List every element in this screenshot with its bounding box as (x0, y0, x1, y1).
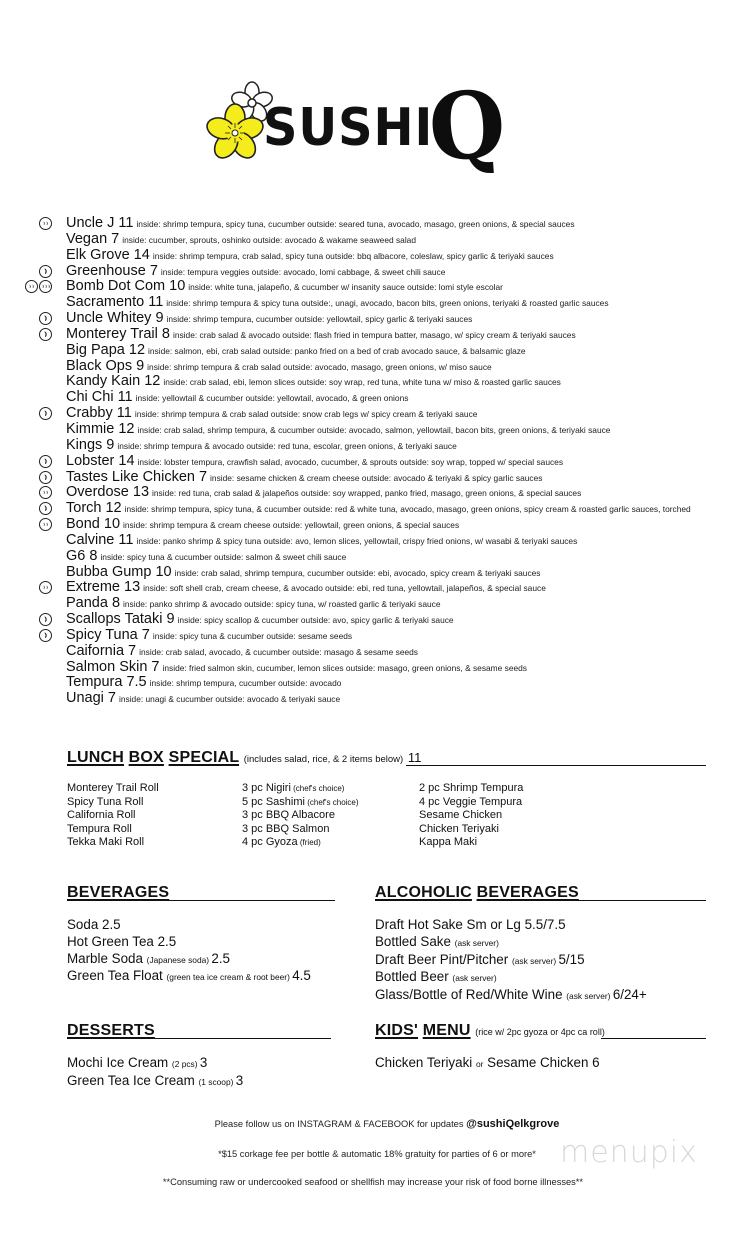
dessert-item: Mochi Ice Cream (2 pcs) 3 (67, 1055, 208, 1070)
roll-description: inside: shrimp tempura, spicy tuna, & cucumber outside: red & white tuna, avocado, masago, green onions, spicy cream & roasted garlic sauces, torched (124, 504, 691, 515)
roll-item-3 (0, 264, 750, 280)
divider (601, 1038, 706, 1039)
lunch-box-heading: LUNCH BOX SPECIAL (includes salad, rice, & 2 items below) 11 (67, 749, 422, 766)
roll-item-11 (0, 390, 750, 406)
roll-name-price: Uncle Whitey 9 inside: shrimp tempura, cucumber outside: yellowtail, spicy garlic & teriyaki sauces (66, 310, 473, 327)
lunch-option: 3 pc BBQ Albacore (242, 809, 335, 822)
heat-indicators (39, 407, 52, 420)
kids-heading: KIDS' MENU (rice w/ 2pc gyoza or 4pc ca roll) (375, 1022, 605, 1039)
chili-pepper-icon (39, 328, 52, 341)
roll-description: inside: crab salad, shrimp tempura, cucumber outside: ebi, avocado, spicy cream & teriyaki sauces (174, 567, 541, 578)
social-handle: @sushiQelkgrove (466, 1118, 560, 1130)
chili-pepper-icon (39, 502, 52, 515)
roll-name-price: Spicy Tuna 7 inside: spicy tuna & cucumber outside: sesame seeds (66, 626, 353, 643)
roll-description: inside: fried salmon skin, cucumber, lemon slices outside: masago, green onions, & sesame seeds (162, 662, 527, 673)
lunch-option: 4 pc Veggie Tempura (419, 795, 523, 808)
roll-item-17 (0, 485, 750, 501)
alcoholic-beverages-section (375, 884, 707, 1003)
heat-indicators (39, 486, 52, 499)
roll-description: inside: cucumber, sprouts, oshinko outside: avocado & wakame seaweed salad (122, 234, 416, 245)
kids-menu-section (375, 1022, 707, 1070)
kids-item: Chicken Teriyaki or Sesame Chicken 6 (375, 1055, 600, 1070)
logo-q-brush-letter: Q (425, 69, 509, 183)
roll-description: inside: spicy tuna & cucumber outside: salmon & sweet chili sauce (100, 551, 347, 562)
heat-indicators (39, 265, 52, 278)
roll-name-price: Bubba Gump 10 inside: crab salad, shrimp tempura, cucumber outside: ebi, avocado, spicy cream & teriyaki sauces (66, 563, 541, 580)
roll-name-price: Big Papa 12 inside: salmon, ebi, crab salad outside: panko fried on a bed of crab avocado sauce, & balsamic glaze (66, 341, 526, 358)
lunch-option: Monterey Trail Roll (67, 782, 159, 794)
roll-name-price: Greenhouse 7 inside: tempura veggies outside: avocado, lomi cabbage, & sweet chili sauce (66, 262, 446, 279)
heat-indicators (39, 502, 52, 515)
heat-indicators (39, 518, 52, 531)
alcoholic-item: Bottled Sake (ask server) (375, 933, 499, 949)
chili-pepper-icon (39, 629, 52, 642)
roll-name-price: Calvine 11 inside: panko shrimp & spicy tuna outside: avo, lemon slices, yellowtail, crispy fried onions, w/ wasabi & teriyaki sauces (66, 531, 578, 548)
divider (167, 900, 335, 901)
beverages-heading: BEVERAGES (67, 884, 170, 901)
roll-name-price: Vegan 7 inside: cucumber, sprouts, oshinko outside: avocado & wakame seaweed salad (66, 230, 416, 247)
roll-item-27 (0, 644, 750, 660)
lunch-option: Tempura Roll (67, 822, 132, 835)
roll-name-price: Torch 12 inside: shrimp tempura, spicy tuna, & cucumber outside: red & white tuna, avocado, masago, green onions, spicy cream & roasted garlic sauces, torched (66, 500, 691, 517)
roll-item-2 (0, 248, 750, 264)
roll-item-5 (0, 295, 750, 311)
roll-name-price: Tastes Like Chicken 7 inside: sesame chicken & cream cheese outside: avocado & teriyaki & spicy garlic sauces (66, 468, 543, 485)
beverage-item: Hot Green Tea 2.5 (67, 933, 177, 949)
divider (575, 900, 706, 901)
lunch-option: Chicken Teriyaki (419, 822, 499, 835)
roll-description: inside: red tuna, crab salad & jalapeños outside: soy wrapped, panko fried, masago, green onions, & special sauces (152, 488, 582, 499)
roll-name-price: Uncle J 11 inside: shrimp tempura, spicy tuna, cucumber outside: seared tuna, avocado, masago, green onions, & special sauces (66, 215, 575, 231)
roll-item-13 (0, 422, 750, 438)
roll-item-10 (0, 374, 750, 390)
roll-item-14 (0, 438, 750, 454)
roll-name-price: Bomb Dot Com 10 inside: white tuna, jalapeño, & cucumber w/ insanity sauce outside: lomi style escolar (66, 278, 503, 295)
roll-description: inside: shrimp tempura, cucumber outside: avocado (149, 678, 342, 689)
heat-indicators (39, 312, 52, 325)
heat-indicators (39, 471, 52, 484)
roll-description: inside: sesame chicken & cream cheese outside: avocado & teriyaki & spicy garlic sauces (210, 472, 543, 483)
roll-name-price: Salmon Skin 7 inside: fried salmon skin, cucumber, lemon slices outside: masago, green onions, & sesame seeds (66, 658, 527, 675)
chili-pepper-icon (39, 455, 52, 468)
roll-item-6 (0, 311, 750, 327)
heat-indicators (39, 328, 52, 341)
roll-item-8 (0, 343, 750, 359)
roll-description: inside: crab salad, ebi, lemon slices outside: soy wrap, red tuna, white tuna w/ miso & roasted garlic sauces (163, 377, 561, 388)
divider (406, 765, 706, 766)
heat-indicators (39, 629, 52, 642)
roll-item-1 (0, 232, 750, 248)
roll-description: inside: salmon, ebi, crab salad outside: panko fried on a bed of crab avocado sauce, & balsamic glaze (148, 345, 526, 356)
beverages-section (67, 884, 337, 984)
roll-name-price: Black Ops 9 inside: shrimp tempura & crab salad outside: avocado, masago, green onions, w/ miso sauce (66, 357, 492, 374)
roll-item-21 (0, 549, 750, 565)
beverages-list (67, 917, 311, 986)
desserts-heading: DESSERTS (67, 1022, 155, 1039)
roll-description: inside: shrimp tempura & avocado outside: red tuna, escolar, green onions, & teriyaki sauce (117, 440, 457, 451)
lunch-option: Sesame Chicken (419, 809, 503, 822)
roll-name-price: Tempura 7.5 inside: shrimp tempura, cucumber outside: avocado (66, 674, 342, 691)
logo-wordmark: SUSHI (263, 98, 434, 158)
roll-description: inside: spicy tuna & cucumber outside: sesame seeds (152, 630, 353, 641)
roll-name-price: Sacramento 11 inside: shrimp tempura & spicy tuna outside:, unagi, avocado, bacon bits, green onions, teriyaki & roasted garlic sauces (66, 294, 609, 311)
roll-name-price: Kings 9 inside: shrimp tempura & avocado outside: red tuna, escolar, green onions, & teriyaki sauce (66, 436, 457, 453)
alcoholic-item: Draft Beer Pint/Pitcher (ask server) 5/15 (375, 951, 585, 967)
roll-item-16 (0, 470, 750, 486)
chili-pepper-icon (39, 217, 52, 230)
menupix-watermark: menupix (560, 1135, 698, 1170)
roll-name-price: Monterey Trail 8 inside: crab salad & avocado outside: flash fried in tempura batter, masago, w/ spicy cream & teriyaki sauces (66, 325, 576, 342)
chili-pepper-icon (39, 613, 52, 626)
lunch-option: Kappa Maki (419, 836, 478, 849)
roll-item-15 (0, 454, 750, 470)
roll-description: inside: crab salad & avocado outside: flash fried in tempura batter, masago, w/ spicy cream & teriyaki sauces (172, 329, 576, 340)
roll-item-20 (0, 533, 750, 549)
roll-description: inside: shrimp tempura, cucumber outside: yellowtail, spicy garlic & teriyaki sauces (166, 314, 473, 325)
lunch-option: 5 pc Sashimi (chef's choice) (242, 795, 359, 808)
divider (154, 1038, 331, 1039)
roll-name-price: Scallops Tataki 9 inside: spicy scallop & cucumber outside: avo, spicy garlic & teriyaki sauce (66, 611, 454, 628)
chili-pepper-icon (39, 486, 52, 499)
heat-indicators (39, 613, 52, 626)
roll-description: inside: shrimp tempura & crab salad outside: snow crab legs w/ spicy cream & teriyaki sauce (134, 409, 478, 420)
lunch-option: 4 pc Gyoza (fried) (242, 836, 321, 849)
roll-name-price: Unagi 7 inside: unagi & cucumber outside: avocado & teriyaki sauce (66, 690, 341, 707)
chili-pepper-icon (39, 518, 52, 531)
alcoholic-item: Bottled Beer (ask server) (375, 969, 497, 985)
roll-description: inside: crab salad, avocado, & cucumber outside: masago & sesame seeds (139, 646, 418, 657)
roll-name-price: Caifornia 7 inside: crab salad, avocado, & cucumber outside: masago & sesame seeds (66, 642, 418, 659)
chili-pepper-icon (39, 265, 52, 278)
heat-indicators (25, 280, 52, 293)
roll-item-30 (0, 691, 750, 707)
roll-name-price: Kimmie 12 inside: crab salad, shrimp tempura, & cucumber outside: avocado, salmon, yellowtail, bacon bits, green onions, & teriyaki sauce (66, 420, 611, 437)
roll-description: inside: lobster tempura, crawfish salad, avocado, cucumber, & sprouts outside: soy wrap, topped w/ special sauces (137, 456, 564, 467)
roll-description: inside: shrimp tempura & crab salad outside: avocado, masago, green onions, w/ miso sauce (147, 361, 492, 372)
beverage-item: Green Tea Float (green tea ice cream & root beer) 4.5 (67, 968, 311, 984)
roll-item-18 (0, 501, 750, 517)
roll-item-26 (0, 628, 750, 644)
roll-name-price: Kandy Kain 12 inside: crab salad, ebi, lemon slices outside: soy wrap, red tuna, white tuna w/ miso & roasted garlic sauces (66, 373, 561, 390)
roll-description: inside: shrimp tempura & cream cheese outside: yellowtail, green onions, & special sauces (123, 520, 460, 531)
alcoholic-item: Draft Hot Sake Sm or Lg 5.5/7.5 (375, 917, 566, 932)
roll-description: inside: unagi & cucumber outside: avocado & teriyaki sauce (118, 694, 341, 705)
roll-description: inside: yellowtail & cucumber outside: yellowtail, avocado, & green onions (135, 393, 409, 404)
lunch-option: 3 pc Nigiri (chef's choice) (242, 782, 345, 794)
social-follow-note: Please follow us on INSTAGRAM & FACEBOOK for updates @sushiQelkgrove (214, 1118, 560, 1130)
roll-item-22 (0, 565, 750, 581)
lunch-option: 3 pc BBQ Salmon (242, 822, 330, 835)
roll-name-price: Chi Chi 11 inside: yellowtail & cucumber outside: yellowtail, avocado, & green onions (66, 389, 409, 406)
beverage-item: Marble Soda (Japanese soda) 2.5 (67, 950, 230, 966)
corkage-note: *$15 corkage fee per bottle & automatic 18% gratuity for parties of 6 or more* (218, 1149, 536, 1159)
roll-name-price: Overdose 13 inside: red tuna, crab salad & jalapeños outside: soy wrapped, panko fried, masago, green onions, & special sauces (66, 484, 582, 501)
roll-description: inside: panko shrimp & spicy tuna outside: avo, lemon slices, yellowtail, crispy fried onions, w/ wasabi & teriyaki sauces (136, 535, 578, 546)
roll-description: inside: crab salad, shrimp tempura, & cucumber outside: avocado, salmon, yellowtail, bacon bits, green onions, & teriyaki sauce (137, 424, 611, 435)
roll-description: inside: shrimp tempura, crab salad, spicy tuna outside: bbq albacore, coleslaw, spicy garlic & teriyaki sauces (152, 250, 554, 261)
lunch-option: 2 pc Shrimp Tempura (419, 782, 524, 794)
alcoholic-heading: ALCOHOLIC BEVERAGES (375, 884, 579, 901)
chili-pepper-icon (39, 581, 52, 594)
lunch-option: California Roll (67, 809, 136, 822)
specialty-rolls-list (0, 216, 750, 707)
roll-description: inside: white tuna, jalapeño, & cucumber w/ insanity sauce outside: lomi style escolar (188, 282, 503, 293)
roll-name-price: G6 8 inside: spicy tuna & cucumber outside: salmon & sweet chili sauce (66, 547, 347, 564)
dessert-item: Green Tea Ice Cream (1 scoop) 3 (67, 1072, 244, 1088)
heat-indicators (39, 455, 52, 468)
alcoholic-item: Glass/Bottle of Red/White Wine (ask server) 6/24+ (375, 987, 647, 1003)
lunch-box-price: 11 (407, 750, 422, 765)
roll-item-29 (0, 675, 750, 691)
heat-indicators (39, 217, 52, 230)
desserts-list (67, 1055, 243, 1091)
lunch-column-entrees (242, 782, 359, 850)
roll-item-28 (0, 660, 750, 676)
roll-name-price: Panda 8 inside: panko shrimp & avocado outside: spicy tuna, w/ roasted garlic & teriyaki sauce (66, 595, 441, 612)
chili-pepper-icon (39, 280, 52, 293)
roll-name-price: Elk Grove 14 inside: shrimp tempura, crab salad, spicy tuna outside: bbq albacore, coleslaw, spicy garlic & teriyaki sauces (66, 246, 554, 263)
chili-pepper-icon (39, 471, 52, 484)
roll-description: inside: spicy scallop & cucumber outside: avo, spicy garlic & teriyaki sauce (177, 615, 454, 626)
roll-item-25 (0, 612, 750, 628)
roll-item-0 (0, 216, 750, 232)
lunch-box-note: (includes salad, rice, & 2 items below) (243, 754, 404, 765)
roll-item-9 (0, 359, 750, 375)
roll-item-19 (0, 517, 750, 533)
roll-item-24 (0, 596, 750, 612)
roll-name-price: Extreme 13 inside: soft shell crab, cream cheese, & avocado outside: ebi, red tuna, yellowtail, jalapeños, & special sauce (66, 579, 546, 596)
chili-pepper-icon (25, 280, 38, 293)
roll-description: inside: tempura veggies outside: avocado, lomi cabbage, & sweet chili sauce (160, 266, 446, 277)
roll-description: inside: soft shell crab, cream cheese, & avocado outside: ebi, red tuna, yellowtail, jalapeños, & special sauce (143, 583, 546, 594)
chili-pepper-icon (39, 407, 52, 420)
sushi-q-logo (205, 69, 509, 183)
roll-item-4 (0, 279, 750, 295)
roll-name-price: Lobster 14 inside: lobster tempura, crawfish salad, avocado, cucumber, & sprouts outside: soy wrap, topped w/ special sauces (66, 452, 564, 469)
heat-indicators (39, 581, 52, 594)
lunch-column-rolls (67, 782, 159, 850)
roll-item-23 (0, 580, 750, 596)
roll-name-price: Crabby 11 inside: shrimp tempura & crab salad outside: snow crab legs w/ spicy cream & teriyaki sauce (66, 405, 478, 422)
desserts-section (67, 1022, 337, 1088)
roll-item-7 (0, 327, 750, 343)
lunch-column-sides (419, 782, 523, 850)
lunch-option: Spicy Tuna Roll (67, 795, 144, 808)
roll-item-12 (0, 406, 750, 422)
alcoholic-list (375, 917, 647, 1005)
roll-description: inside: shrimp tempura & spicy tuna outside:, unagi, avocado, bacon bits, green onions, teriyaki & roasted garlic sauces (166, 298, 609, 309)
beverage-item: Soda 2.5 (67, 917, 121, 932)
kids-note: (rice w/ 2pc gyoza or 4pc ca roll) (475, 1027, 605, 1037)
chili-pepper-icon (39, 312, 52, 325)
lunch-option: Tekka Maki Roll (67, 836, 145, 849)
roll-description: inside: panko shrimp & avocado outside: spicy tuna, w/ roasted garlic & teriyaki sauce (123, 599, 441, 610)
roll-name-price: Bond 10 inside: shrimp tempura & cream cheese outside: yellowtail, green onions, & special sauces (66, 516, 460, 533)
food-safety-warning: **Consuming raw or undercooked seafood or shellfish may increase your risk of food borne illnesses** (162, 1177, 584, 1187)
roll-description: inside: shrimp tempura, spicy tuna, cucumber outside: seared tuna, avocado, masago, green onions, & special sauces (136, 219, 575, 229)
